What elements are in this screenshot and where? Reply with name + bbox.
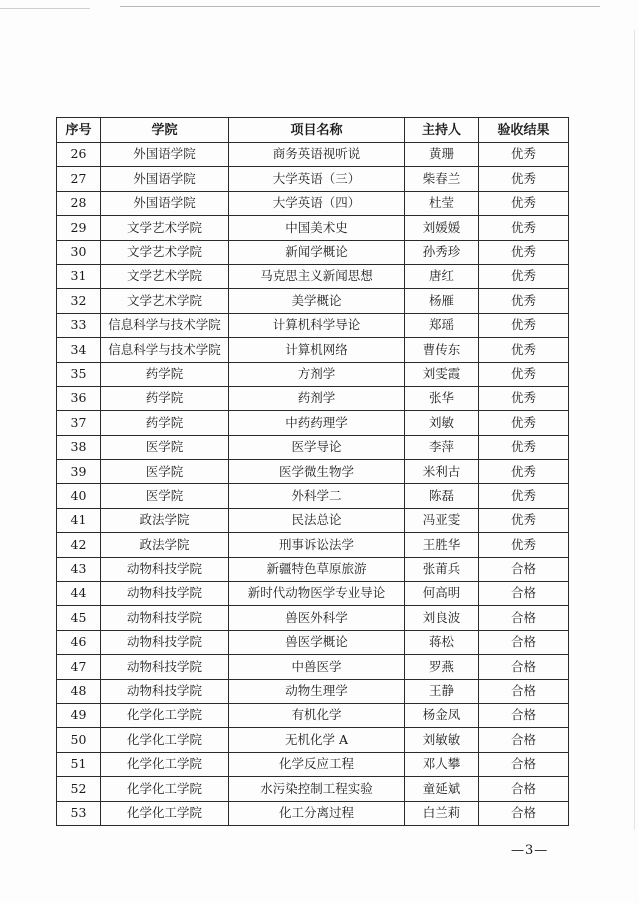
result-cell: 合格 (479, 557, 569, 581)
host-cell: 黄珊 (405, 143, 479, 167)
host-cell: 曹传东 (405, 338, 479, 362)
project-name-cell: 新闻学概论 (229, 240, 405, 264)
host-cell: 杜莹 (405, 191, 479, 215)
serial-number-cell: 44 (57, 582, 101, 606)
result-cell: 优秀 (479, 338, 569, 362)
table-body (57, 143, 569, 826)
serial-number-cell: 29 (57, 216, 101, 240)
result-cell: 优秀 (479, 435, 569, 459)
project-name-cell: 中兽医学 (229, 655, 405, 679)
host-cell: 白兰莉 (405, 801, 479, 825)
result-cell: 优秀 (479, 484, 569, 508)
host-cell: 张莆兵 (405, 557, 479, 581)
serial-number-cell: 34 (57, 338, 101, 362)
college-cell: 药学院 (101, 411, 229, 435)
project-name-cell: 动物生理学 (229, 679, 405, 703)
serial-number-cell: 26 (57, 143, 101, 167)
host-cell: 邓人攀 (405, 752, 479, 776)
result-cell: 合格 (479, 801, 569, 825)
host-cell: 柴春兰 (405, 167, 479, 191)
project-name-cell: 外科学二 (229, 484, 405, 508)
project-name-cell: 医学微生物学 (229, 460, 405, 484)
table-row (57, 533, 569, 557)
project-name-cell: 马克思主义新闻思想 (229, 264, 405, 288)
table-row (57, 289, 569, 313)
table-row (57, 264, 569, 288)
result-cell: 优秀 (479, 289, 569, 313)
table-row (57, 582, 569, 606)
host-cell: 刘敏敏 (405, 728, 479, 752)
host-cell: 刘雯霞 (405, 362, 479, 386)
project-name-cell: 无机化学 A (229, 728, 405, 752)
serial-number-cell: 33 (57, 313, 101, 337)
project-name-cell: 化学反应工程 (229, 752, 405, 776)
table-row (57, 752, 569, 776)
result-cell: 优秀 (479, 191, 569, 215)
college-cell: 政法学院 (101, 508, 229, 532)
table-row (57, 679, 569, 703)
serial-number-cell: 53 (57, 801, 101, 825)
project-name-cell: 化工分离过程 (229, 801, 405, 825)
result-cell: 优秀 (479, 313, 569, 337)
result-cell: 合格 (479, 777, 569, 801)
serial-number-cell: 45 (57, 606, 101, 630)
host-cell: 蒋松 (405, 630, 479, 654)
host-cell: 唐红 (405, 264, 479, 288)
college-cell: 外国语学院 (101, 143, 229, 167)
serial-number-cell: 43 (57, 557, 101, 581)
college-cell: 信息科学与技术学院 (101, 313, 229, 337)
college-cell: 药学院 (101, 386, 229, 410)
host-cell: 李萍 (405, 435, 479, 459)
project-name-cell: 中药药理学 (229, 411, 405, 435)
college-cell: 动物科技学院 (101, 655, 229, 679)
serial-number-cell: 52 (57, 777, 101, 801)
project-name-cell: 中国美术史 (229, 216, 405, 240)
table-row (57, 508, 569, 532)
host-cell: 米利古 (405, 460, 479, 484)
project-name-cell: 药剂学 (229, 386, 405, 410)
project-name-cell: 商务英语视听说 (229, 143, 405, 167)
table-row (57, 777, 569, 801)
college-cell: 政法学院 (101, 533, 229, 557)
result-cell: 优秀 (479, 240, 569, 264)
table-row (57, 703, 569, 727)
result-cell: 优秀 (479, 362, 569, 386)
college-cell: 动物科技学院 (101, 606, 229, 630)
college-cell: 动物科技学院 (101, 679, 229, 703)
table-row (57, 655, 569, 679)
result-cell: 优秀 (479, 264, 569, 288)
serial-number-cell: 39 (57, 460, 101, 484)
table-row (57, 435, 569, 459)
table-row (57, 606, 569, 630)
serial-number-cell: 51 (57, 752, 101, 776)
serial-number-cell: 28 (57, 191, 101, 215)
serial-number-cell: 31 (57, 264, 101, 288)
result-cell: 优秀 (479, 411, 569, 435)
result-cell: 优秀 (479, 386, 569, 410)
project-acceptance-table (56, 117, 569, 826)
project-name-cell: 计算机网络 (229, 338, 405, 362)
result-cell: 合格 (479, 703, 569, 727)
college-cell: 文学艺术学院 (101, 289, 229, 313)
serial-number-cell: 40 (57, 484, 101, 508)
project-name-cell: 有机化学 (229, 703, 405, 727)
host-cell: 刘媛媛 (405, 216, 479, 240)
college-cell: 文学艺术学院 (101, 240, 229, 264)
college-cell: 外国语学院 (101, 167, 229, 191)
result-cell: 优秀 (479, 508, 569, 532)
result-cell: 合格 (479, 630, 569, 654)
college-cell: 化学化工学院 (101, 728, 229, 752)
table-row (57, 191, 569, 215)
project-name-cell: 医学导论 (229, 435, 405, 459)
table-row (57, 557, 569, 581)
table-row (57, 216, 569, 240)
header-project-name: 项目名称 (229, 118, 405, 143)
project-name-cell: 兽医学概论 (229, 630, 405, 654)
project-name-cell: 新疆特色草原旅游 (229, 557, 405, 581)
host-cell: 王胜华 (405, 533, 479, 557)
table-row (57, 362, 569, 386)
project-name-cell: 方剂学 (229, 362, 405, 386)
project-name-cell: 刑事诉讼法学 (229, 533, 405, 557)
result-cell: 合格 (479, 752, 569, 776)
header-host: 主持人 (405, 118, 479, 143)
host-cell: 刘敏 (405, 411, 479, 435)
serial-number-cell: 47 (57, 655, 101, 679)
serial-number-cell: 42 (57, 533, 101, 557)
host-cell: 杨雁 (405, 289, 479, 313)
project-name-cell: 新时代动物医学专业导论 (229, 582, 405, 606)
scan-artifact-line (120, 6, 600, 7)
college-cell: 药学院 (101, 362, 229, 386)
table-row (57, 801, 569, 825)
college-cell: 文学艺术学院 (101, 216, 229, 240)
college-cell: 信息科学与技术学院 (101, 338, 229, 362)
college-cell: 化学化工学院 (101, 703, 229, 727)
table-row (57, 460, 569, 484)
project-name-cell: 大学英语（三） (229, 167, 405, 191)
host-cell: 冯亚雯 (405, 508, 479, 532)
project-name-cell: 大学英语（四） (229, 191, 405, 215)
serial-number-cell: 49 (57, 703, 101, 727)
host-cell: 何高明 (405, 582, 479, 606)
header-acceptance-result: 验收结果 (479, 118, 569, 143)
host-cell: 郑瑶 (405, 313, 479, 337)
host-cell: 王静 (405, 679, 479, 703)
college-cell: 化学化工学院 (101, 801, 229, 825)
serial-number-cell: 41 (57, 508, 101, 532)
college-cell: 动物科技学院 (101, 630, 229, 654)
result-cell: 合格 (479, 728, 569, 752)
table-row (57, 411, 569, 435)
result-cell: 优秀 (479, 167, 569, 191)
table-row (57, 728, 569, 752)
table-row (57, 630, 569, 654)
project-name-cell: 计算机科学导论 (229, 313, 405, 337)
result-cell: 合格 (479, 679, 569, 703)
result-cell: 优秀 (479, 143, 569, 167)
header-serial-number: 序号 (57, 118, 101, 143)
scan-artifact-edge (634, 30, 635, 830)
college-cell: 医学院 (101, 435, 229, 459)
table-row (57, 386, 569, 410)
college-cell: 动物科技学院 (101, 582, 229, 606)
college-cell: 化学化工学院 (101, 752, 229, 776)
host-cell: 张华 (405, 386, 479, 410)
serial-number-cell: 48 (57, 679, 101, 703)
serial-number-cell: 35 (57, 362, 101, 386)
table-row (57, 143, 569, 167)
result-cell: 优秀 (479, 216, 569, 240)
table-row (57, 167, 569, 191)
result-cell: 合格 (479, 606, 569, 630)
college-cell: 动物科技学院 (101, 557, 229, 581)
serial-number-cell: 27 (57, 167, 101, 191)
result-cell: 合格 (479, 655, 569, 679)
host-cell: 刘良波 (405, 606, 479, 630)
result-cell: 优秀 (479, 533, 569, 557)
table-row (57, 484, 569, 508)
page-number: —3— (511, 843, 549, 858)
college-cell: 医学院 (101, 484, 229, 508)
project-name-cell: 美学概论 (229, 289, 405, 313)
header-college: 学院 (101, 118, 229, 143)
college-cell: 化学化工学院 (101, 777, 229, 801)
serial-number-cell: 38 (57, 435, 101, 459)
table-row (57, 240, 569, 264)
result-cell: 优秀 (479, 460, 569, 484)
serial-number-cell: 30 (57, 240, 101, 264)
college-cell: 医学院 (101, 460, 229, 484)
college-cell: 外国语学院 (101, 191, 229, 215)
serial-number-cell: 32 (57, 289, 101, 313)
scan-artifact-line (0, 8, 90, 9)
college-cell: 文学艺术学院 (101, 264, 229, 288)
table-row (57, 313, 569, 337)
project-name-cell: 兽医外科学 (229, 606, 405, 630)
serial-number-cell: 36 (57, 386, 101, 410)
serial-number-cell: 37 (57, 411, 101, 435)
host-cell: 杨金凤 (405, 703, 479, 727)
serial-number-cell: 50 (57, 728, 101, 752)
project-name-cell: 民法总论 (229, 508, 405, 532)
result-cell: 合格 (479, 582, 569, 606)
host-cell: 孙秀珍 (405, 240, 479, 264)
serial-number-cell: 46 (57, 630, 101, 654)
host-cell: 罗燕 (405, 655, 479, 679)
project-name-cell: 水污染控制工程实验 (229, 777, 405, 801)
table-row (57, 338, 569, 362)
host-cell: 陈磊 (405, 484, 479, 508)
host-cell: 童延斌 (405, 777, 479, 801)
table-header-row (57, 118, 569, 143)
